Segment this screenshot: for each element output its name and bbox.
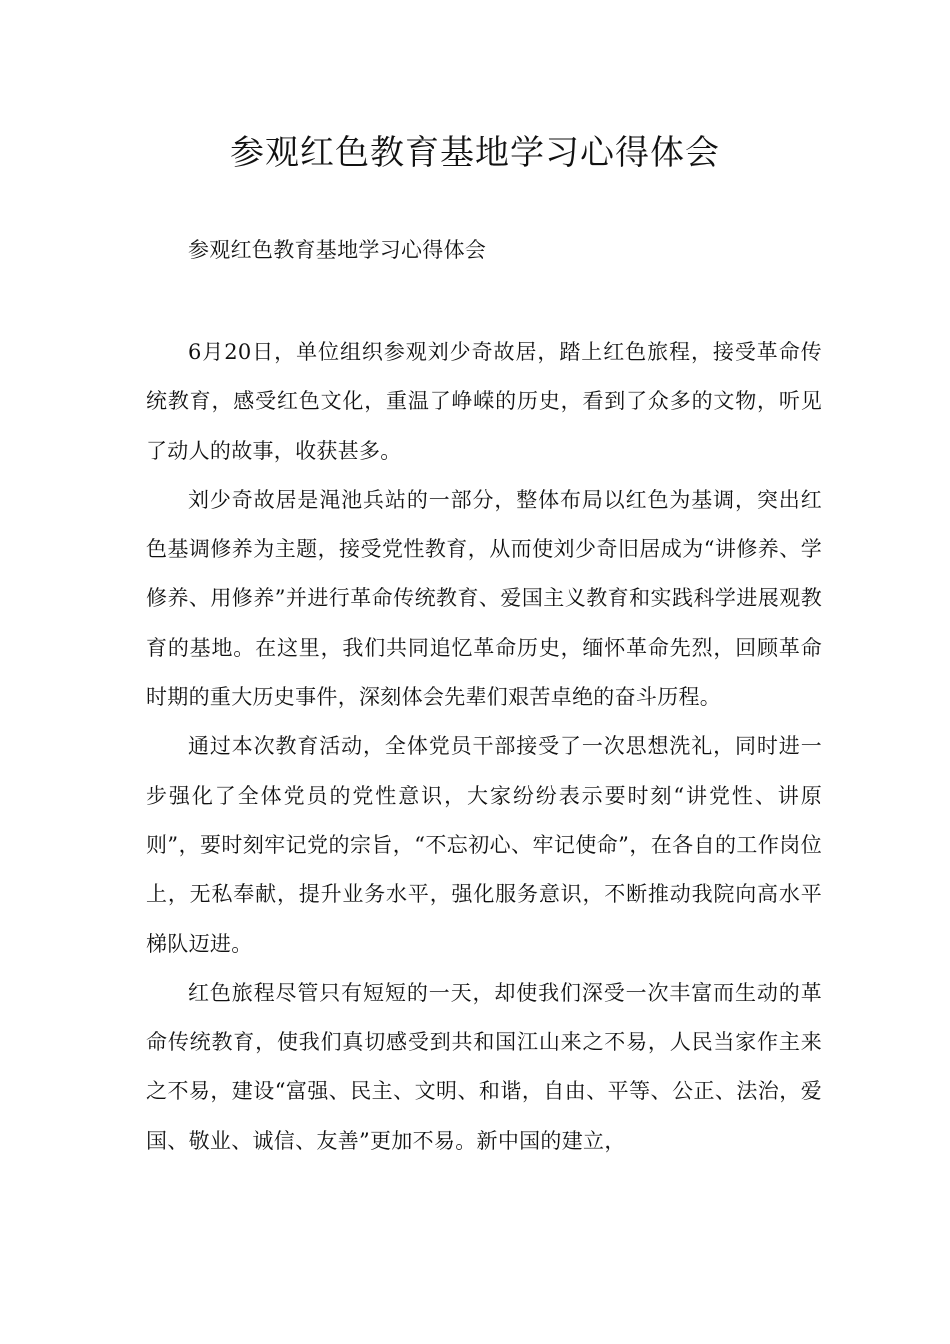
paragraph-4: 红色旅程尽管只有短短的一天，却使我们深受一次丰富而生动的革命传统教育，使我们真切感受到共和国江山来之不易，人民当家作主来之不易，建设“富强、民主、文明、和谐，自由、平等、公正、法治，爱国、敬业、诚信、友善”更加不易。新中国的建立， bbox=[146, 980, 822, 1153]
paragraph-2: 刘少奇故居是渑池兵站的一部分，整体布局以红色为基调，突出红色基调修养为主题，接受党性教育，从而使刘少奇旧居成为“讲修养、学修养、用修养”并进行革命传统教育、爱国主义教育和实践科学进展观教育的基地。在这里，我们共同追忆革命历史，缅怀革命先烈，回顾革命时期的重大历史事件，深刻体会先辈们艰苦卓绝的奋斗历程。 bbox=[146, 487, 822, 710]
subtitle-text: 参观红色教育基地学习心得体会 bbox=[188, 238, 487, 262]
document-title: 参观红色教育基地学习心得体会 bbox=[230, 133, 720, 173]
paragraph-3: 通过本次教育活动，全体党员干部接受了一次思想洗礼，同时进一步强化了全体党员的党性意识，大家纷纷表示要时刻“讲党性、讲原则”，要时刻牢记党的宗旨，“不忘初心、牢记使命”，在各自的工作岗位上，无私奉献，提升业务水平，强化服务意识，不断推动我院向高水平梯队迈进。 bbox=[146, 734, 822, 956]
document-body bbox=[146, 328, 822, 1166]
document-subtitle bbox=[146, 226, 822, 275]
paragraph-1: 6月20日，单位组织参观刘少奇故居，踏上红色旅程，接受革命传统教育，感受红色文化，重温了峥嵘的历史，看到了众多的文物，听见了动人的故事，收获甚多。 bbox=[146, 340, 822, 463]
